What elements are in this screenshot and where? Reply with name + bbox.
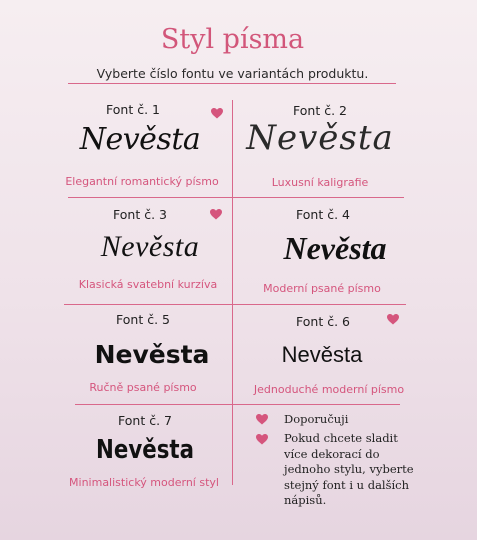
font-description: Minimalistický moderní styl (69, 476, 219, 489)
font-sample: Nevěsta (281, 342, 363, 367)
heart-icon (210, 209, 222, 220)
font-sample: Nevěsta (96, 435, 194, 465)
legend-recommended: Doporučuji (284, 412, 349, 426)
font-description: Moderní psané písmo (263, 282, 381, 295)
row-divider (68, 197, 404, 198)
page-subtitle: Vyberte číslo fontu ve variantách produktu. (96, 66, 369, 81)
heart-icon (256, 434, 268, 445)
font-description: Klasická svatební kurzíva (78, 278, 218, 291)
font-label: Font č. 5 (116, 312, 170, 327)
font-label: Font č. 3 (113, 207, 167, 222)
font-sample: Nevěsta (283, 230, 387, 266)
font-description: Luxusní kaligrafie (271, 176, 369, 189)
font-sample: Nevěsta (79, 122, 201, 157)
font-label: Font č. 1 (106, 102, 160, 117)
heart-icon (211, 108, 223, 119)
font-sample: Nevěsta (94, 340, 210, 369)
font-description: Ručně psané písmo (89, 381, 197, 394)
font-description: Jednoduché moderní písmo (253, 383, 405, 396)
font-label: Font č. 2 (293, 103, 347, 118)
row-divider (75, 404, 400, 405)
font-sample: Nevěsta (246, 118, 394, 158)
font-description: Elegantní romantický písmo (65, 175, 219, 188)
font-label: Font č. 6 (296, 314, 350, 329)
font-sample: Nevěsta (100, 230, 200, 263)
row-divider (64, 304, 406, 305)
heart-icon (256, 414, 268, 425)
font-label: Font č. 7 (118, 413, 172, 428)
page-title: Styl písma (160, 24, 305, 55)
font-label: Font č. 4 (296, 207, 350, 222)
header-divider (68, 83, 396, 84)
heart-icon (387, 314, 399, 325)
legend-tip: Pokud chcete sladit více dekorací do jednoho stylu, vyberte stejný font i u dalších nápisů. (284, 431, 414, 507)
